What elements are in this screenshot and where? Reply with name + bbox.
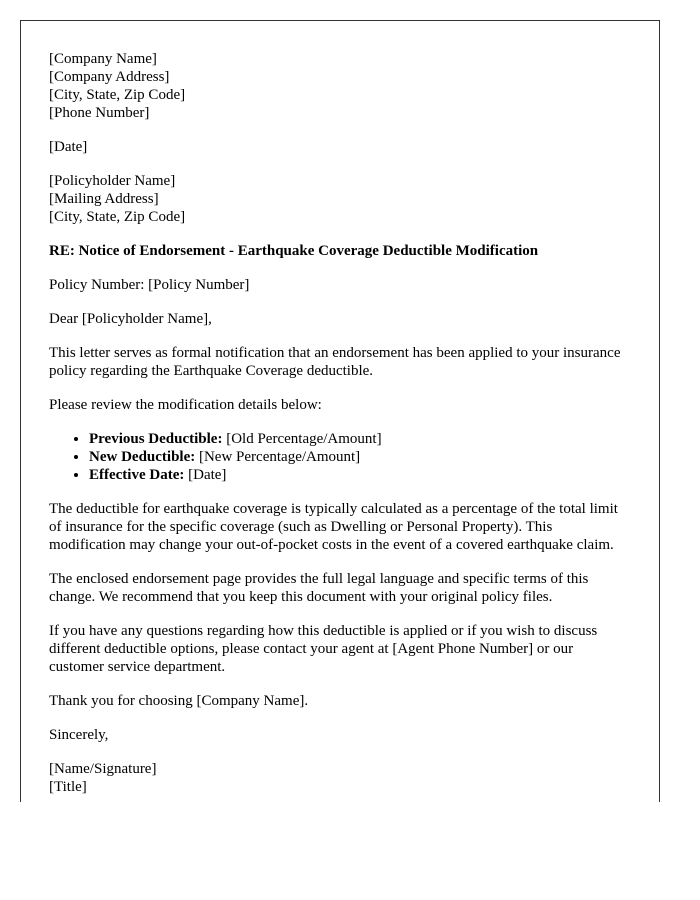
- closing: Sincerely,: [49, 727, 109, 743]
- detail-value: [Old Percentage/Amount]: [222, 431, 382, 447]
- enclosed-paragraph: The enclosed endorsement page provides the full legal language and specific terms of this change. We recommend that you keep this document with your original policy files.: [49, 571, 589, 605]
- sender-phone: [Phone Number]: [49, 105, 150, 121]
- subject-line: RE: Notice of Endorsement - Earthquake Coverage Deductible Modification: [49, 243, 539, 259]
- letter-date: [Date]: [49, 139, 88, 155]
- letter-page: [20, 20, 660, 802]
- recipient-city-state-zip: [City, State, Zip Code]: [49, 209, 186, 225]
- thanks-paragraph: Thank you for choosing [Company Name].: [49, 693, 309, 709]
- list-item: [89, 430, 631, 448]
- recipient-block: [49, 172, 631, 226]
- sender-company-address: [Company Address]: [49, 69, 170, 85]
- sender-company-name: [Company Name]: [49, 51, 157, 67]
- intro-paragraph: This letter serves as formal notification that an endorsement has been applied to your insurance policy regarding the Earthquake Coverage deductible.: [49, 345, 621, 379]
- modification-details-list: [49, 430, 631, 484]
- detail-label: Effective Date:: [89, 467, 185, 483]
- recipient-mailing-address: [Mailing Address]: [49, 191, 159, 207]
- signature-name: [Name/Signature]: [49, 761, 157, 777]
- review-paragraph: Please review the modification details below:: [49, 397, 322, 413]
- list-item: [89, 448, 631, 466]
- detail-label: Previous Deductible:: [89, 431, 223, 447]
- explanation-paragraph: The deductible for earthquake coverage is typically calculated as a percentage of the total limit of insurance for the specific coverage (such as Dwelling or Personal Property). This modification may change your out-of-pocket costs in the event of a covered earthquake claim.: [49, 501, 618, 553]
- recipient-name: [Policyholder Name]: [49, 173, 176, 189]
- questions-paragraph: If you have any questions regarding how this deductible is applied or if you wish to discuss different deductible options, please contact your agent at [Agent Phone Number] or our customer service department.: [49, 623, 598, 675]
- sender-city-state-zip: [City, State, Zip Code]: [49, 87, 186, 103]
- signature-block: [49, 760, 631, 796]
- detail-value: [Date]: [184, 467, 227, 483]
- detail-value: [New Percentage/Amount]: [195, 449, 361, 465]
- policy-number-line: Policy Number: [Policy Number]: [49, 277, 250, 293]
- list-item: [89, 466, 631, 484]
- signature-title: [Title]: [49, 779, 87, 795]
- sender-block: [49, 50, 631, 122]
- detail-label: New Deductible:: [89, 449, 196, 465]
- salutation: Dear [Policyholder Name],: [49, 311, 212, 327]
